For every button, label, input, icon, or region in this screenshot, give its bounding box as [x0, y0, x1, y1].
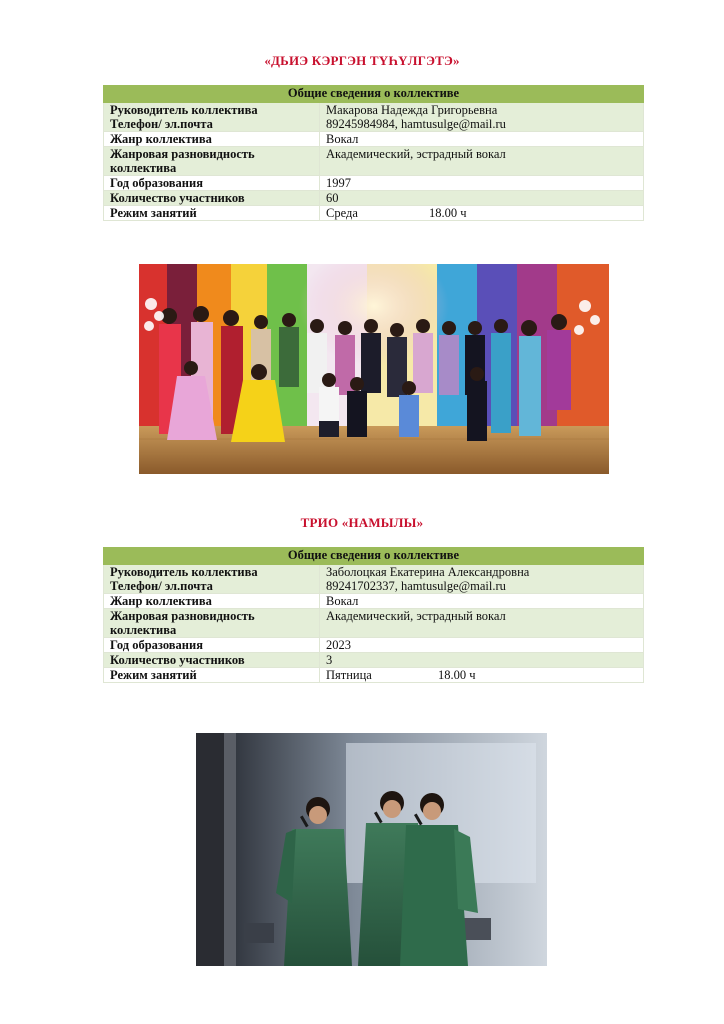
- section2-info-table: [103, 547, 644, 683]
- schedule-time: 18.00 ч: [429, 206, 467, 220]
- members-value: 60: [320, 191, 644, 206]
- genre-label: Жанр коллектива: [104, 594, 320, 609]
- schedule-day: Пятница: [326, 668, 372, 682]
- members-label: Количество участников: [104, 653, 320, 668]
- year-value: 2023: [320, 638, 644, 653]
- year-label: Год образования: [104, 638, 320, 653]
- genre-value: Вокал: [320, 132, 644, 147]
- leader-label: Руководитель коллектива Телефон/ эл.почта: [104, 565, 320, 594]
- section1-info-table: [103, 85, 644, 221]
- schedule-time: 18.00 ч: [438, 668, 476, 682]
- genre-label: Жанр коллектива: [104, 132, 320, 147]
- year-value: 1997: [320, 176, 644, 191]
- genre-type-value: Академический, эстрадный вокал: [320, 147, 644, 176]
- table-header: Общие сведения о коллективе: [104, 86, 644, 103]
- schedule-label: Режим занятий: [104, 206, 320, 221]
- schedule-day: Среда: [326, 206, 358, 220]
- section1-title: «ДЬИЭ КЭРГЭН ТҮҺҮЛГЭТЭ»: [264, 53, 460, 68]
- table-header: Общие сведения о коллективе: [104, 548, 644, 565]
- group-photo: [139, 264, 609, 474]
- leader-value: Макарова Надежда Григорьевна 89245984984, hamtusulge@mail.ru: [320, 103, 644, 132]
- genre-type-label: Жанровая разновидность коллектива: [104, 609, 320, 638]
- schedule-value: [320, 668, 644, 683]
- members-value: 3: [320, 653, 644, 668]
- schedule-value: [320, 206, 644, 221]
- leader-label: Руководитель коллектива Телефон/ эл.почта: [104, 103, 320, 132]
- genre-type-value: Академический, эстрадный вокал: [320, 609, 644, 638]
- genre-type-label: Жанровая разновидность коллектива: [104, 147, 320, 176]
- members-label: Количество участников: [104, 191, 320, 206]
- section2-title: ТРИО «НАМЫЛЫ»: [300, 515, 424, 530]
- genre-value: Вокал: [320, 594, 644, 609]
- trio-photo: [196, 733, 547, 966]
- leader-value: Заболоцкая Екатерина Александровна 89241702337, hamtusulge@mail.ru: [320, 565, 644, 594]
- schedule-label: Режим занятий: [104, 668, 320, 683]
- year-label: Год образования: [104, 176, 320, 191]
